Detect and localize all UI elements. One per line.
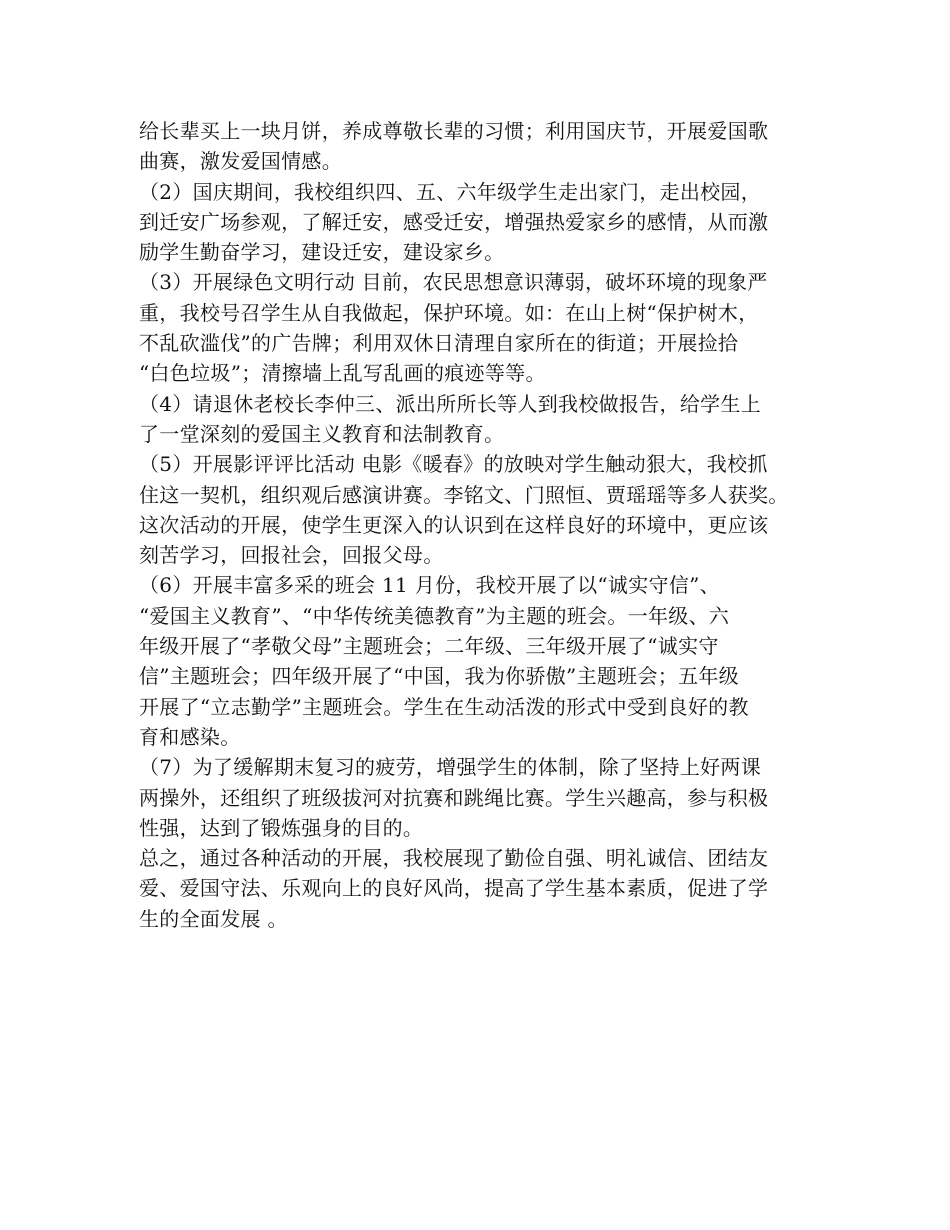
text-line: “白色垃圾”；清擦墙上乱写乱画的痕迹等等。	[139, 361, 546, 386]
text-line: 给长辈买上一块月饼，养成尊敬长辈的习惯；利用国庆节，开展爱国歌	[139, 119, 769, 143]
text-line: （2）国庆期间，我校组织四、五、六年级学生走出家门，走出校园，	[139, 179, 762, 204]
text-line: 住这一契机，组织观后感演讲赛。李铭文、门照恒、贾瑶瑶等多人获奖。	[139, 482, 789, 507]
text-line: 育和感染。	[139, 724, 241, 749]
text-line: 爱、爱国守法、乐观向上的良好风尚，提高了学生基本素质，促进了学	[139, 876, 769, 901]
text-line: （7）为了缓解期末复习的疲劳，增强学生的体制，除了坚持上好两课	[139, 755, 762, 780]
text-line: 到迁安广场参观，了解迁安，感受迁安，增强热爱家乡的感情，从而激	[139, 209, 769, 234]
text-line: 年级开展了“孝敬父母”主题班会；二年级、三年级开展了“诚实守	[139, 634, 719, 659]
text-line: 重，我校号召学生从自我做起，保护环境。如：在山上树“保护树木，	[139, 300, 759, 325]
text-line: （4）请退休老校长李仲三、派出所所长等人到我校做报告，给学生上	[139, 391, 762, 416]
text-line: 曲赛，激发爱国情感。	[139, 149, 342, 174]
text-line: 信”主题班会；四年级开展了“中国，我为你骄傲”主题班会；五年级	[139, 664, 739, 689]
text-line: 两操外，还组织了班级拔河对抗赛和跳绳比赛。学生兴趣高，参与积极	[139, 785, 769, 810]
text-line: （6）开展丰富多采的班会 11 月份，我校开展了以“诚实守信”、	[139, 573, 720, 598]
text-line: 生的全面发展 。	[139, 906, 288, 931]
document-body	[139, 116, 839, 934]
text-line: “爱国主义教育”、“中华传统美德教育”为主题的班会。一年级、六	[139, 603, 730, 628]
text-line: 了一堂深刻的爱国主义教育和法制教育。	[139, 421, 505, 446]
text-line: 不乱砍滥伐”的广告牌；利用双休日清理自家所在的街道；开展捡拾	[139, 331, 739, 356]
text-line: （5）开展影评评比活动 电影《暖春》的放映对学生触动狠大，我校抓	[139, 452, 768, 477]
text-line: 这次活动的开展，使学生更深入的认识到在这样良好的环境中，更应该	[139, 512, 769, 537]
text-line: 开展了“立志勤学”主题班会。学生在生动活泼的形式中受到良好的教	[139, 694, 749, 719]
text-line: （3）开展绿色文明行动 目前，农民思想意识薄弱，破坏环境的现象严	[139, 270, 768, 295]
text-line: 总之，通过各种活动的开展，我校展现了勤俭自强、明礼诚信、团结友	[139, 846, 769, 871]
text-line: 励学生勤奋学习，建设迁安，建设家乡。	[139, 240, 505, 265]
text-line: 性强，达到了锻炼强身的目的。	[139, 815, 424, 840]
text-line: 刻苦学习，回报社会，回报父母。	[139, 543, 444, 568]
